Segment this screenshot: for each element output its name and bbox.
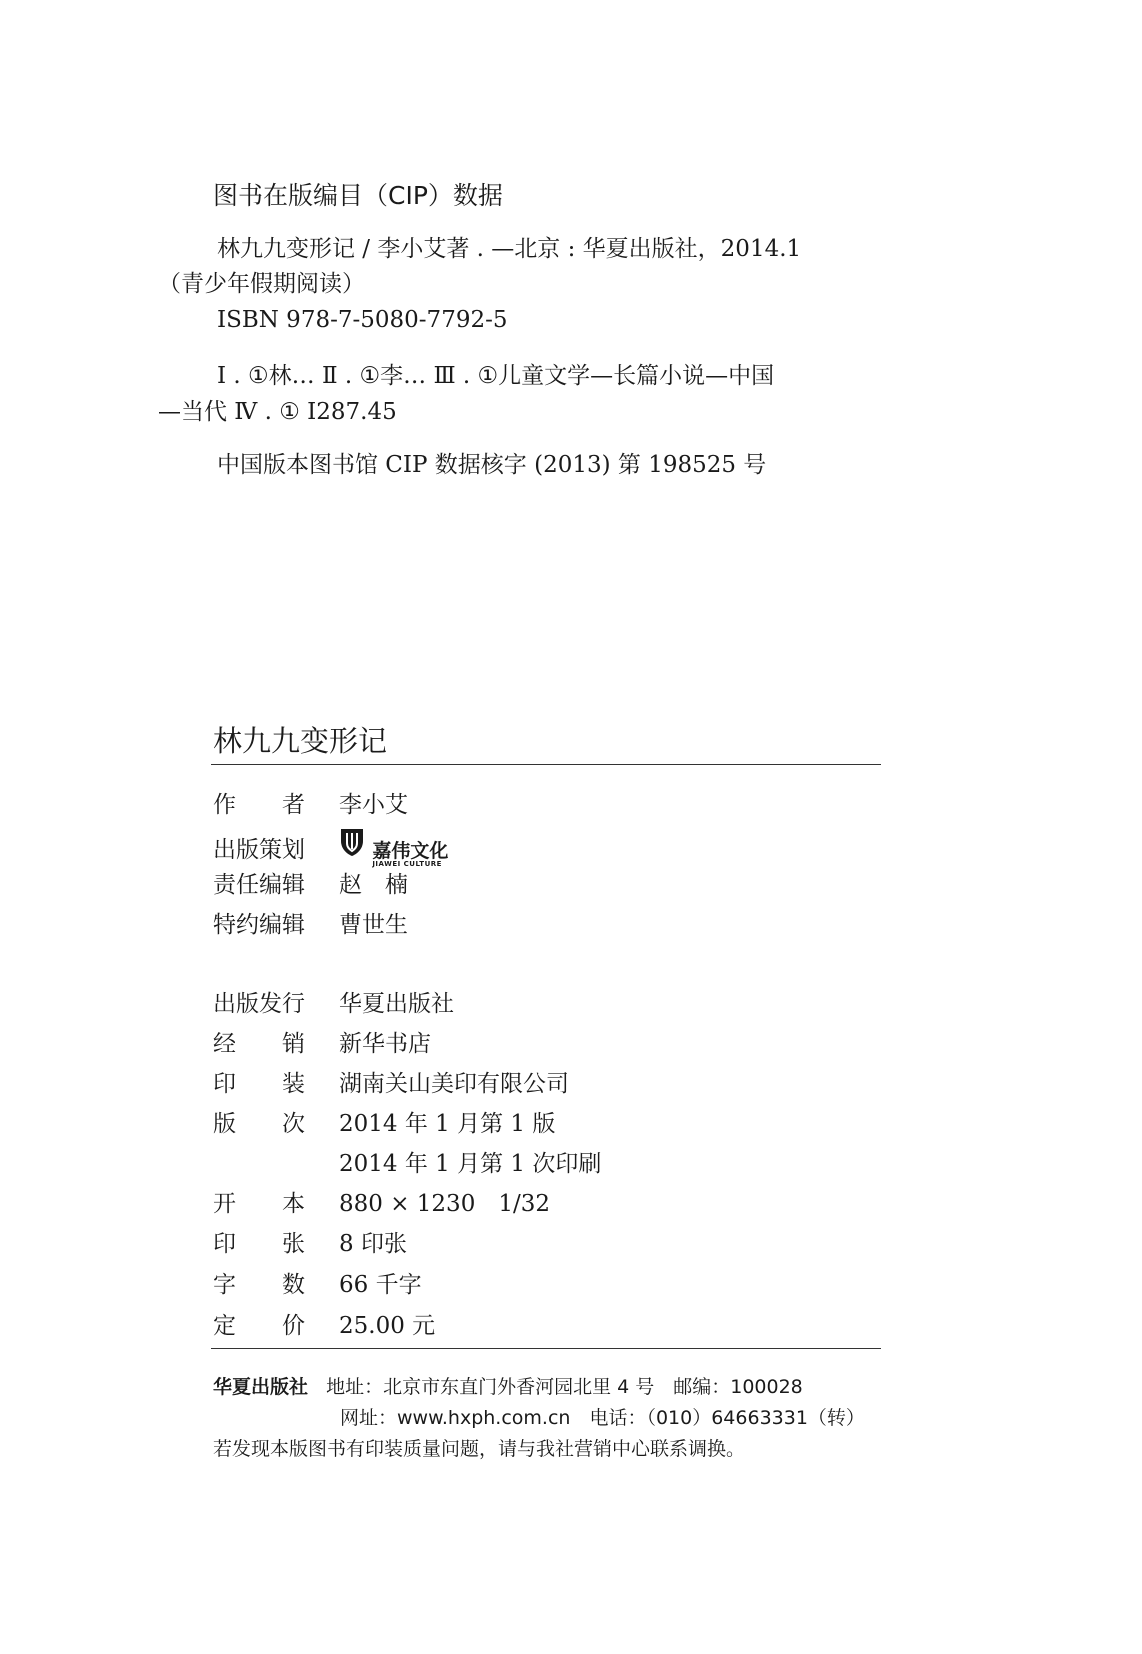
distributor-value: 新华书店: [339, 1031, 431, 1057]
format-value: 880 × 1230 1/32: [339, 1191, 550, 1217]
cip-line-isbn: ISBN 978-7-5080-7792-5: [217, 307, 508, 333]
price-label: 定 价: [213, 1313, 305, 1339]
cip-line-approval: 中国版本图书馆 CIP 数据核字 (2013) 第 198525 号: [217, 452, 767, 478]
cip-line-series: （青少年假期阅读）: [158, 271, 365, 297]
special-editor-row: [213, 906, 408, 939]
publisher-label: 出版发行: [213, 991, 305, 1017]
cip-line-title: 林九九变形记 / 李小艾著 . —北京 : 华夏出版社，2014.1: [217, 236, 802, 262]
price-value: 25.00 元: [339, 1313, 436, 1339]
edition-label: 版 次: [213, 1111, 305, 1137]
shield-icon: [339, 827, 365, 857]
logo-chinese-text: 嘉伟文化: [372, 840, 449, 862]
publisher-row: [213, 985, 454, 1018]
editor-value: 赵 楠: [339, 872, 408, 898]
distributor-row: [213, 1025, 431, 1058]
distributor-label: 经 销: [213, 1031, 305, 1057]
planning-label: 出版策划: [213, 837, 305, 863]
logo-english-text: JIAWEI CULTURE: [372, 860, 442, 868]
cip-heading: 图书在版编目（CIP）数据: [213, 181, 503, 210]
special-editor-value: 曹世生: [339, 912, 408, 938]
words-label: 字 数: [213, 1272, 305, 1298]
editor-label: 责任编辑: [213, 872, 305, 898]
words-value: 66 千字: [339, 1272, 422, 1298]
printer-row: [213, 1065, 569, 1098]
printer-value: 湖南关山美印有限公司: [339, 1071, 569, 1097]
edition-row: [213, 1105, 555, 1138]
printing-row: [213, 1145, 601, 1178]
title-divider: [211, 764, 881, 765]
cip-line-classification: —当代 Ⅳ . ① I287.45: [158, 399, 397, 425]
edition-value: 2014 年 1 月第 1 版: [339, 1111, 556, 1137]
sheets-value: 8 印张: [339, 1231, 407, 1257]
sheets-row: [213, 1225, 407, 1258]
author-label: 作 者: [213, 792, 305, 818]
author-value: 李小艾: [339, 792, 408, 818]
format-row: [213, 1185, 550, 1218]
author-row: [213, 786, 408, 819]
jiawei-culture-logo: [339, 827, 448, 868]
footer-web-phone: 网址：www.hxph.com.cn 电话：（010）64663331（转）: [340, 1407, 865, 1429]
words-row: [213, 1266, 422, 1299]
printer-label: 印 装: [213, 1071, 305, 1097]
footer-notice: 若发现本版图书有印装质量问题，请与我社营销中心联系调换。: [213, 1438, 746, 1460]
format-label: 开 本: [213, 1191, 305, 1217]
footer-publisher: 华夏出版社: [213, 1376, 309, 1398]
publisher-value: 华夏出版社: [339, 991, 454, 1017]
special-editor-label: 特约编辑: [213, 912, 305, 938]
book-title: 林九九变形记: [213, 724, 388, 758]
price-row: [213, 1307, 435, 1340]
editor-row: [213, 866, 408, 899]
cip-line-subjects: Ⅰ . ①林… Ⅱ . ①李… Ⅲ . ①儿童文学—长篇小说—中国: [217, 363, 775, 389]
footer-address: 地址：北京市东直门外香河园北里 4 号 邮编：100028: [326, 1376, 803, 1398]
sheets-label: 印 张: [213, 1231, 305, 1257]
footer-address-line: [213, 1372, 803, 1399]
printing-value: 2014 年 1 月第 1 次印刷: [339, 1151, 602, 1177]
planning-row: [213, 827, 448, 868]
footer-divider: [211, 1348, 881, 1349]
